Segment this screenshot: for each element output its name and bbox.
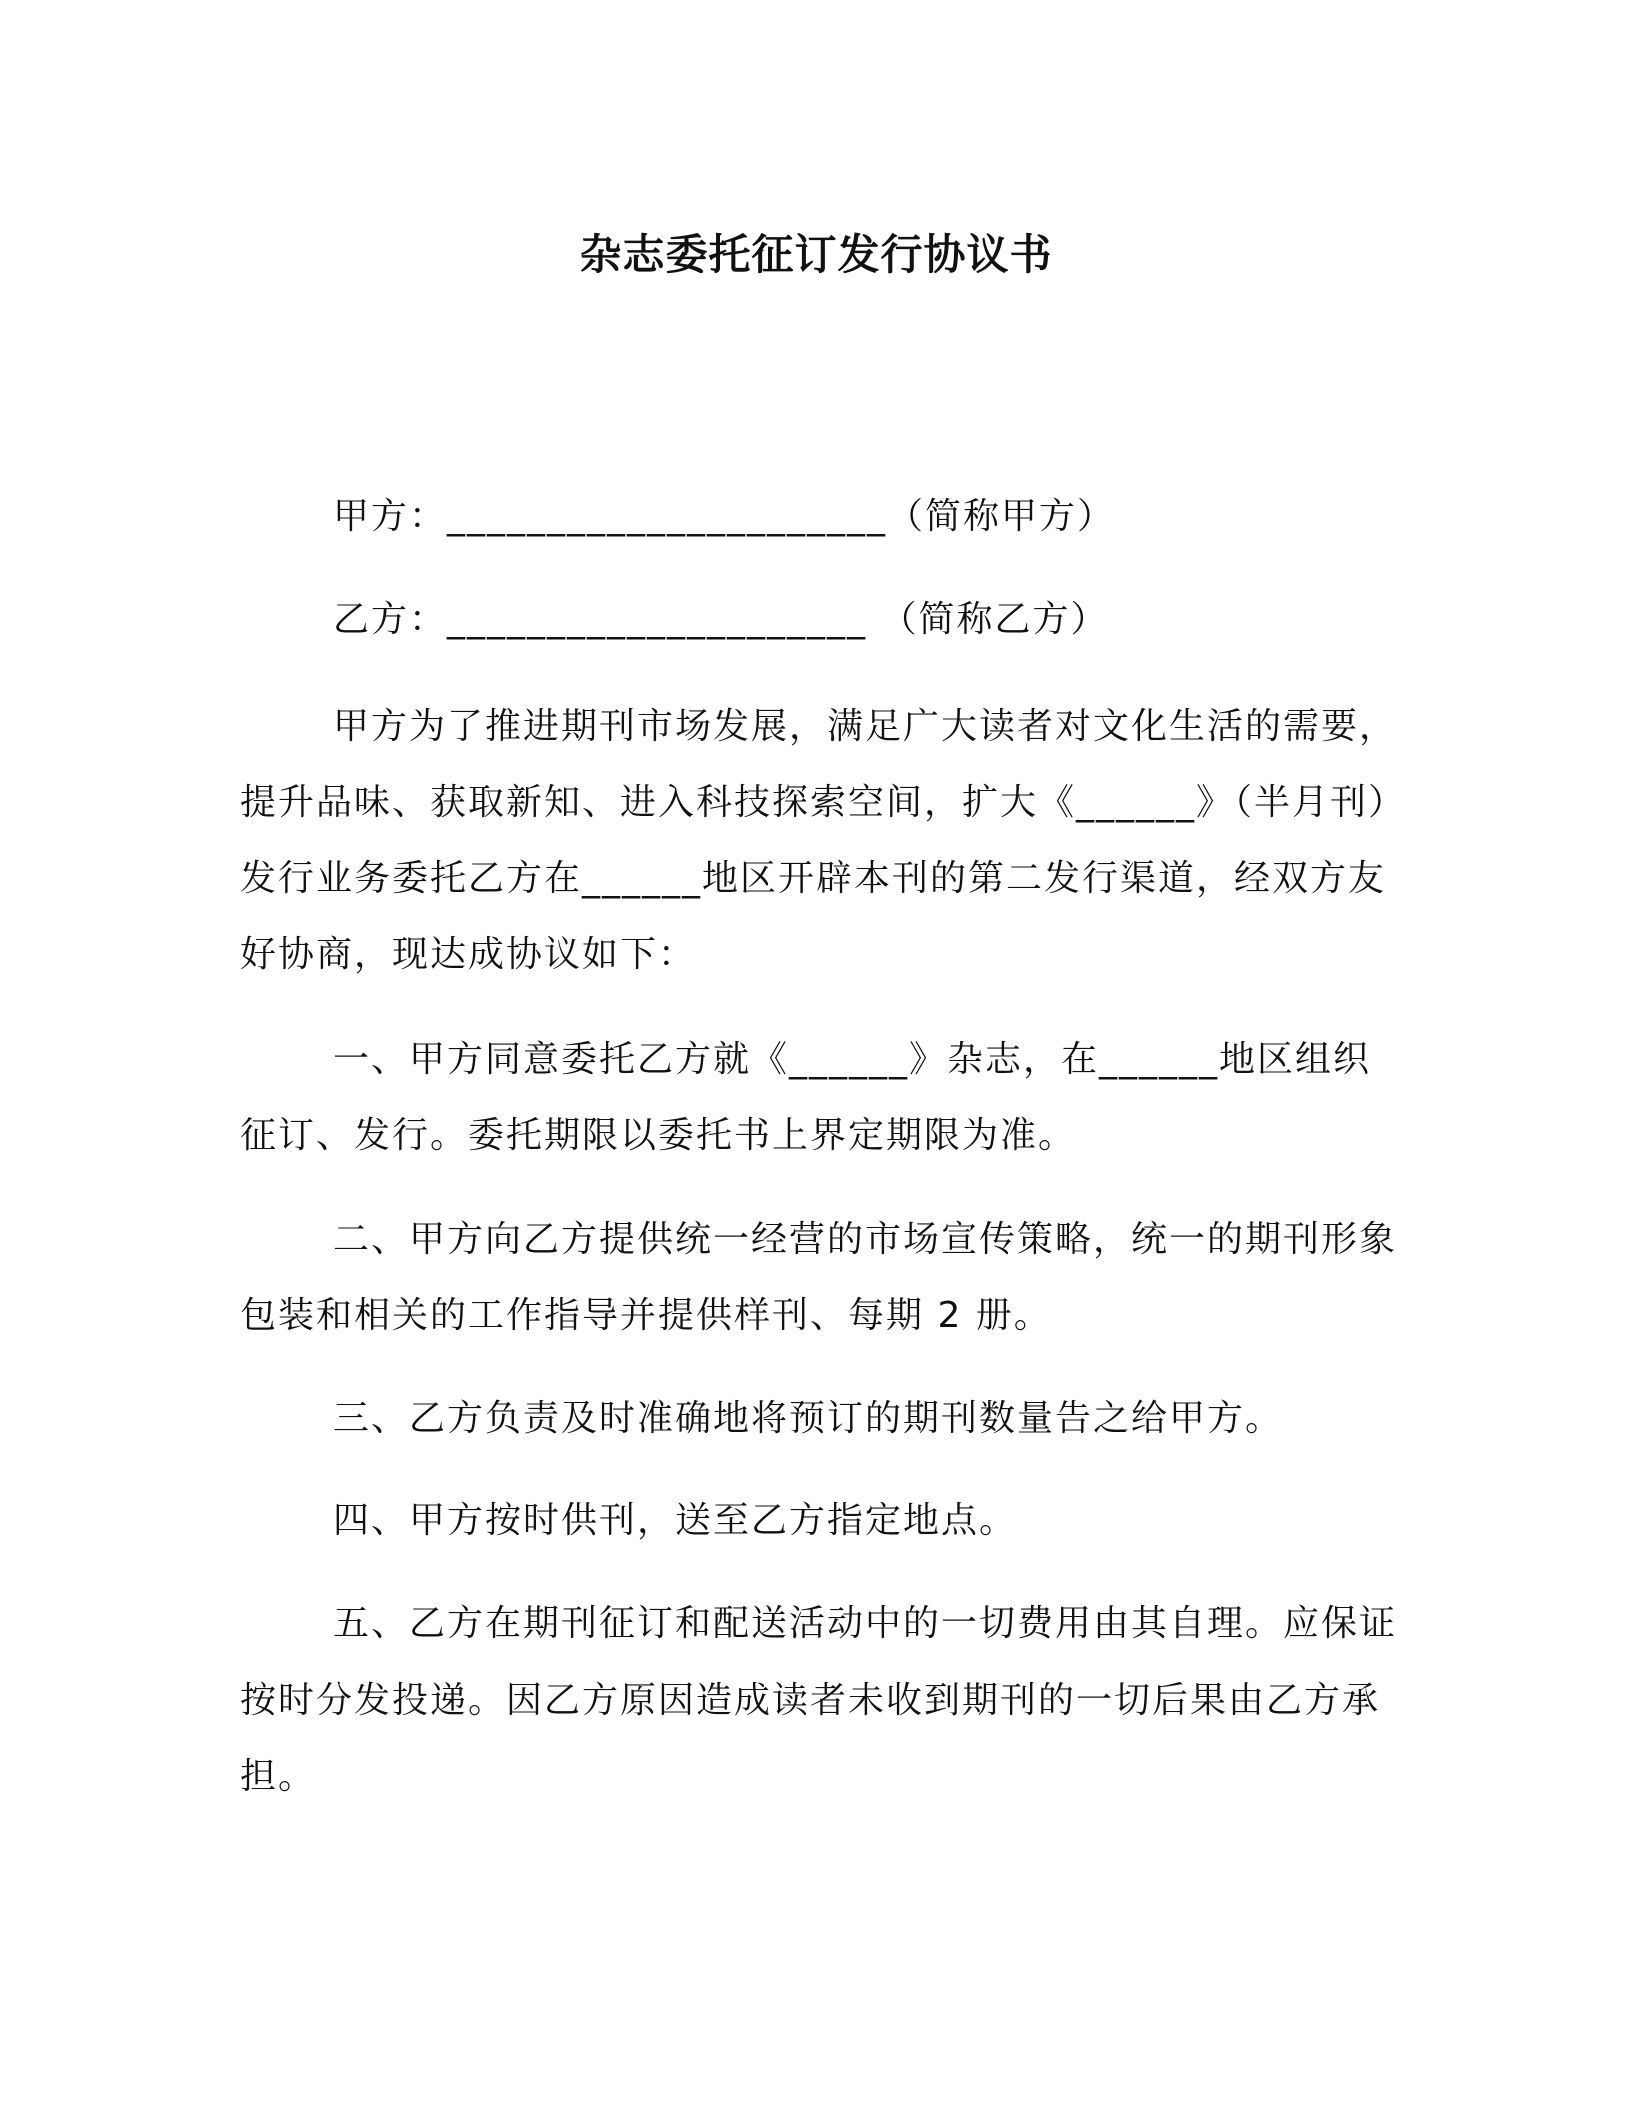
- clause-4-line: 四、甲方按时供刊，送至乙方指定地点。: [333, 1500, 1018, 1541]
- party-a-line: 甲方：______________________（简称甲方）: [333, 496, 1116, 537]
- clause-2-line: 二、甲方向乙方提供统一经营的市场宣传策略，统一的期刊形象: [333, 1219, 1398, 1260]
- clause-1-line: 征订、发行。委托期限以委托书上界定期限为准。: [240, 1115, 1077, 1156]
- party-b-line: 乙方：_____________________ （简称乙方）: [333, 599, 1109, 640]
- clause-3-line: 三、乙方负责及时准确地将预订的期刊数量告之给甲方。: [333, 1398, 1284, 1439]
- preamble-line: 发行业务委托乙方在______地区开辟本刊的第二发行渠道，经双方友: [240, 858, 1387, 899]
- preamble-line: 提升品味、获取新知、进入科技探索空间，扩大《______》（半月刊）: [240, 782, 1407, 823]
- preamble-line: 甲方为了推进期刊市场发展，满足广大读者对文化生活的需要，: [333, 706, 1398, 747]
- document-title: 杂志委托征订发行协议书: [579, 230, 1053, 279]
- preamble-line: 好协商，现达成协议如下：: [240, 934, 697, 975]
- clause-5-line: 五、乙方在期刊征订和配送活动中的一切费用由其自理。应保证: [333, 1603, 1398, 1644]
- clause-1-line: 一、甲方同意委托乙方就《______》杂志，在______地区组织: [333, 1039, 1372, 1080]
- clause-2-line: 包装和相关的工作指导并提供样刊、每期 2 册。: [240, 1295, 1052, 1336]
- clause-5-line: 按时分发投递。因乙方原因造成读者未收到期刊的一切后果由乙方承: [240, 1680, 1381, 1721]
- clause-5-line: 担。: [240, 1756, 317, 1797]
